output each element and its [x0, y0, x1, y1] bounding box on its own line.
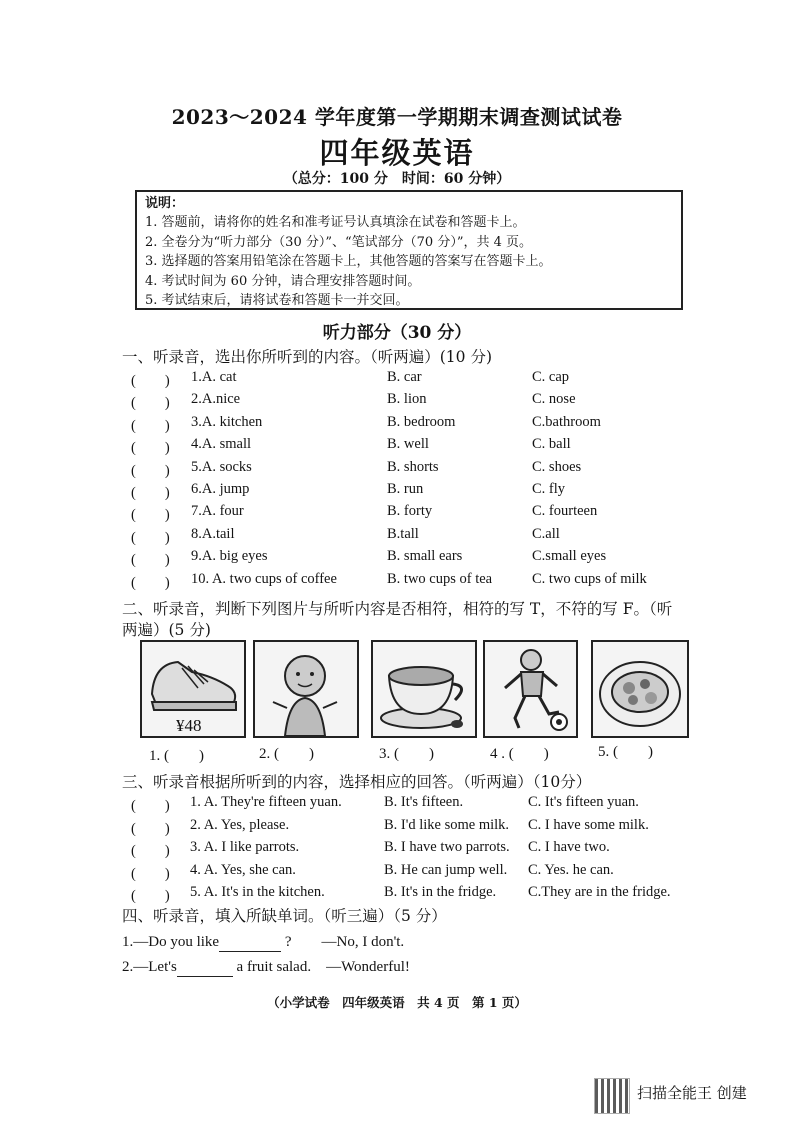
- option-b: B. I have two parrots.: [384, 839, 510, 855]
- instructions-title: 说明：: [145, 196, 185, 211]
- answer-blank[interactable]: ( ): [131, 865, 170, 882]
- question-row: [0, 436, 794, 458]
- answer-blank[interactable]: ( ): [131, 417, 170, 434]
- fruit-salad-picture: [591, 640, 689, 738]
- option-b: B. I'd like some milk.: [384, 816, 510, 833]
- section1-heading: 一、听录音，选出你所听到的内容。（听两遍）(10 分): [122, 348, 492, 366]
- scanner-watermark: 扫描全能王 创建: [637, 1084, 747, 1102]
- boy-football-icon: [485, 642, 576, 736]
- exam-title: 2023～2024 学年度第一学期期末调查测试试卷: [171, 105, 623, 129]
- section4-heading: 四、听录音，填入所缺单词。（听三遍）（5 分）: [122, 907, 447, 925]
- option-a: 1.A. cat: [191, 369, 237, 385]
- question-row: [0, 481, 794, 503]
- question-row: [0, 839, 794, 861]
- option-a: 4. A. Yes, she can.: [190, 861, 296, 878]
- option-c: C. shoes: [532, 458, 582, 475]
- score-time-info: （总分：100 分 时间：60 分钟）: [283, 171, 511, 187]
- option-c: C. nose: [532, 391, 576, 408]
- instruction-line: 5. 考试结束后，请将试卷和答题卡一并交回。: [145, 293, 409, 308]
- option-c: C. cap: [532, 369, 570, 385]
- shoes-picture: [140, 640, 246, 738]
- option-c: C. I have two.: [528, 839, 610, 855]
- option-a: 2. A. Yes, please.: [190, 816, 290, 833]
- question-row: [0, 794, 794, 816]
- answer-blank[interactable]: ( ): [131, 552, 170, 569]
- answer-blank[interactable]: ( ): [131, 373, 170, 389]
- option-a: 1. A. They're fifteen yuan.: [190, 794, 342, 810]
- answer-blank[interactable]: ( ): [131, 462, 170, 479]
- fill-question-2-suffix: a fruit salad. —Wonderful!: [236, 959, 410, 975]
- option-b: B.tall: [387, 525, 419, 542]
- option-a: 7.A. four: [191, 503, 244, 520]
- option-a: 4.A. small: [191, 436, 252, 453]
- option-a: 2.A.nice: [191, 391, 241, 408]
- answer-blank[interactable]: ( ): [131, 574, 170, 591]
- section2-heading-line1: 二、听录音，判断下列图片与所听内容是否相符，相符的写 T，不符的写 F。（听: [122, 600, 673, 618]
- option-b: B. small ears: [387, 548, 463, 565]
- option-b: B. well: [387, 436, 429, 453]
- option-b: B. run: [387, 481, 424, 497]
- section3-heading: 三、听录音根据所听到的内容，选择相应的回答。（听两遍）（10分）: [122, 773, 592, 791]
- option-c: C.bathroom: [532, 413, 601, 430]
- football-picture: [483, 640, 578, 738]
- picture-answer-3[interactable]: 3. ( ): [379, 746, 434, 762]
- picture-answer-4[interactable]: 4 . ( ): [490, 746, 549, 762]
- question-row: [0, 526, 794, 548]
- instruction-line: 2. 全卷分为“听力部分（30 分）”、“笔试部分（70 分）”，共 4 页。: [145, 234, 533, 250]
- option-a: 3. A. I like parrots.: [190, 839, 300, 855]
- fruit-salad-icon: [593, 642, 687, 736]
- fill-question-1: [122, 930, 404, 952]
- answer-blank[interactable]: ( ): [131, 820, 170, 837]
- option-b: B. bedroom: [387, 413, 456, 430]
- girl-icon: [255, 642, 357, 736]
- option-a: 6.A. jump: [191, 481, 250, 497]
- fill-question-2-prefix: 2.—Let's: [122, 959, 177, 975]
- option-c: C. It's fifteen yuan.: [528, 794, 639, 810]
- question-row: [0, 884, 794, 906]
- coffee-picture: [371, 640, 477, 738]
- option-b: B. It's in the fridge.: [384, 884, 497, 900]
- option-a: 9.A. big eyes: [191, 548, 268, 565]
- question-row: [0, 548, 794, 570]
- qr-code-icon: [594, 1078, 630, 1114]
- option-b: B. It's fifteen.: [384, 794, 464, 810]
- question-row: [0, 862, 794, 884]
- option-c: C. I have some milk.: [528, 816, 649, 833]
- answer-blank[interactable]: ( ): [131, 798, 170, 814]
- answer-blank[interactable]: ( ): [131, 485, 170, 501]
- option-b: B. two cups of tea: [387, 570, 493, 587]
- option-a: 10. A. two cups of coffee: [191, 570, 337, 587]
- option-a: 3.A. kitchen: [191, 413, 263, 430]
- question-row: [0, 817, 794, 839]
- question-row: [0, 391, 794, 413]
- option-a: 5. A. It's in the kitchen.: [190, 884, 325, 900]
- question-row: [0, 414, 794, 436]
- question-row: [0, 459, 794, 481]
- fill-blank-2[interactable]: [177, 959, 233, 977]
- listening-heading: 听力部分（30 分）: [322, 323, 472, 343]
- fill-question-1-suffix: ? —No, I don't.: [284, 934, 405, 950]
- answer-blank[interactable]: ( ): [131, 843, 170, 859]
- page-footer: （小学试卷 四年级英语 共 4 页 第 1 页）: [267, 995, 527, 1010]
- answer-blank[interactable]: ( ): [131, 888, 170, 904]
- fill-question-1-prefix: 1.—Do you like: [122, 934, 220, 950]
- answer-blank[interactable]: ( ): [131, 440, 170, 457]
- subject-title: 四年级英语: [319, 136, 475, 170]
- option-c: C. fly: [532, 481, 566, 497]
- answer-blank[interactable]: ( ): [131, 395, 170, 412]
- option-c: C.They are in the fridge.: [528, 884, 671, 900]
- option-b: B. lion: [387, 391, 427, 408]
- fill-blank-1[interactable]: [219, 934, 281, 952]
- option-b: B. shorts: [387, 458, 439, 475]
- option-b: B. car: [387, 369, 422, 385]
- girl-picture: [253, 640, 359, 738]
- option-c: C. ball: [532, 436, 571, 453]
- instruction-line: 3. 选择题的答案用铅笔涂在答题卡上，其他答题的答案写在答题卡上。: [145, 254, 552, 269]
- instruction-line: 4. 考试时间为 60 分钟，请合理安排答题时间。: [145, 273, 421, 289]
- instructions-box: [135, 190, 683, 310]
- coffee-cup-icon: [373, 642, 475, 736]
- option-c: C. two cups of milk: [532, 570, 647, 587]
- option-a: 8.A.tail: [191, 525, 235, 542]
- option-b: B. forty: [387, 503, 433, 520]
- instruction-line: 1. 答题前，请将你的姓名和准考证号认真填涂在试卷和答题卡上。: [145, 215, 526, 230]
- option-c: C. fourteen: [532, 503, 598, 520]
- question-row: [0, 571, 794, 593]
- picture-answer-1[interactable]: 1. ( ): [149, 748, 204, 764]
- answer-blank[interactable]: ( ): [131, 507, 170, 524]
- fill-question-2: [122, 955, 410, 977]
- price-label: ¥48: [176, 716, 202, 735]
- section2-heading-line2: 两遍）(5 分): [122, 621, 211, 639]
- option-c: C.small eyes: [532, 548, 607, 565]
- option-c: C.all: [532, 525, 560, 542]
- question-row: [0, 503, 794, 525]
- answer-blank[interactable]: ( ): [131, 529, 170, 546]
- picture-answer-5[interactable]: 5. ( ): [598, 744, 653, 760]
- option-b: B. He can jump well.: [384, 861, 508, 878]
- option-a: 5.A. socks: [191, 458, 252, 475]
- option-c: C. Yes. he can.: [528, 861, 614, 878]
- question-row: [0, 369, 794, 391]
- picture-answer-2[interactable]: 2. ( ): [259, 746, 314, 762]
